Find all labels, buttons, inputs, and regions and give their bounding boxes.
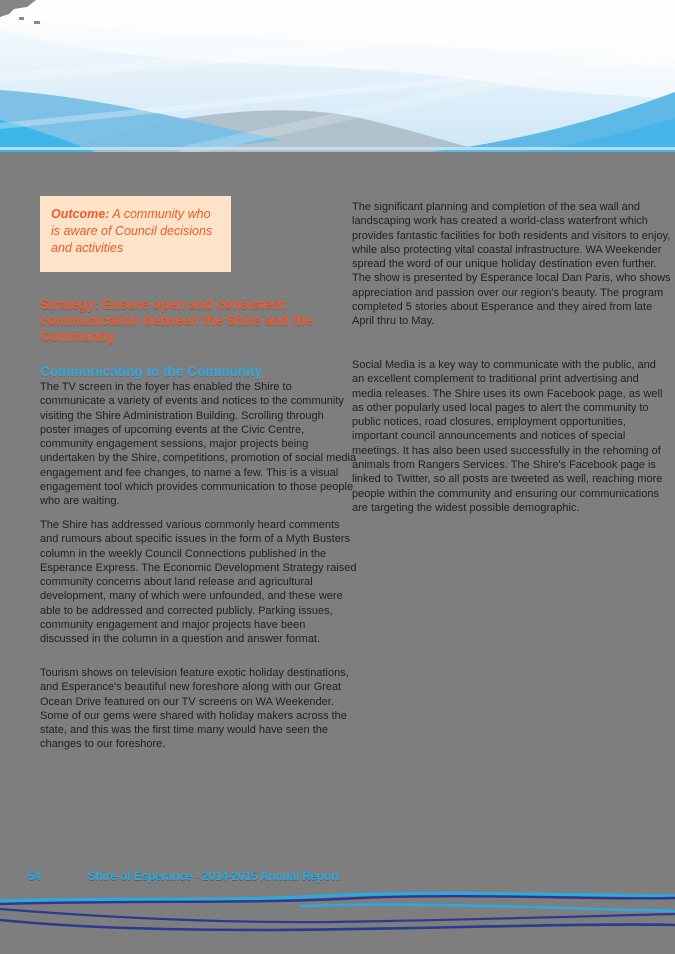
outcome-label: Outcome: [51,207,110,221]
footer-wave-art [0,890,675,954]
section-heading: Communicating to the Community [40,364,263,379]
strategy-heading: Strategy: Ensure open and consistent communication between the Shire and the Community [40,297,313,344]
left-paragraph-2: The Shire has addressed various commonly heard comments and rumours about specific issues in the form of a Myth Busters column in the weekly Council Connections published in the Esperance Express. The Economic Development Strategy raised community concerns about land release and agricultural development, many of which were unfounded, and these were able to be addressed and corrected publicly. Parking issues, community engagement and major projects have been discussed in the column in a question and answer format. [40,519,357,646]
left-paragraph-3: Tourism shows on television feature exotic holiday destinations, and Esperance's beautiful new foreshore along with our Great Ocean Drive featured on our TV screens on WA Weekender. Some of our gems were shared with holiday makers across the state, and this was the first time many would have seen the changes to our foreshore. [40,667,349,751]
right-paragraph-1: The significant planning and completion of the sea wall and landscaping work has created a world-class waterfront which provides fantastic facilities for both residents and visitors to enjoy, while also protecting vital coastal infrastructure. WA Weekender spread the word of our unique holiday destination even further. The show is presented by Esperance local Dan Paris, who shows appreciation and passion over our region's beauty. The program completed 5 stories about Esperance and they aired from late April thru to May. [352,201,671,328]
right-paragraph-2: Social Media is a key way to communicate with the public, and an excellent complement to traditional print advertising and media releases. The Shire uses its own Facebook page, as well as other popularly used local pages to alert the community to public notices, road closures, employment opportunities, important council announcements and notices of special meetings. It has also been used successfully in the rehoming of animals from Rangers Services. The Shire's Facebook page is linked to Twitter, so all posts are tweeted as well, reaching more people within the community and ensuring our communications are targeting the widest possible demographic. [352,359,663,514]
footer-report-title: Shire of Esperance - 2014-2015 Annual Report [88,871,340,883]
outcome-text: A community who is aware of Council decisions and activities [51,207,213,255]
outcome-callout-box [40,196,231,272]
page-footer [0,871,675,887]
page-number: 54 [28,871,41,883]
left-paragraph-1: The TV screen in the foyer has enabled the Shire to communicate a variety of events and notices to the community visiting the Shire Administration Building. Scrolling through poster images of upcoming events at the Civic Centre, community engagement sessions, major projects being undertaken by the Shire, competitions, promotion of social media engagement and fee changes, to name a few. This is a visual engagement tool which provides communication to those people who are waiting. [40,381,357,508]
